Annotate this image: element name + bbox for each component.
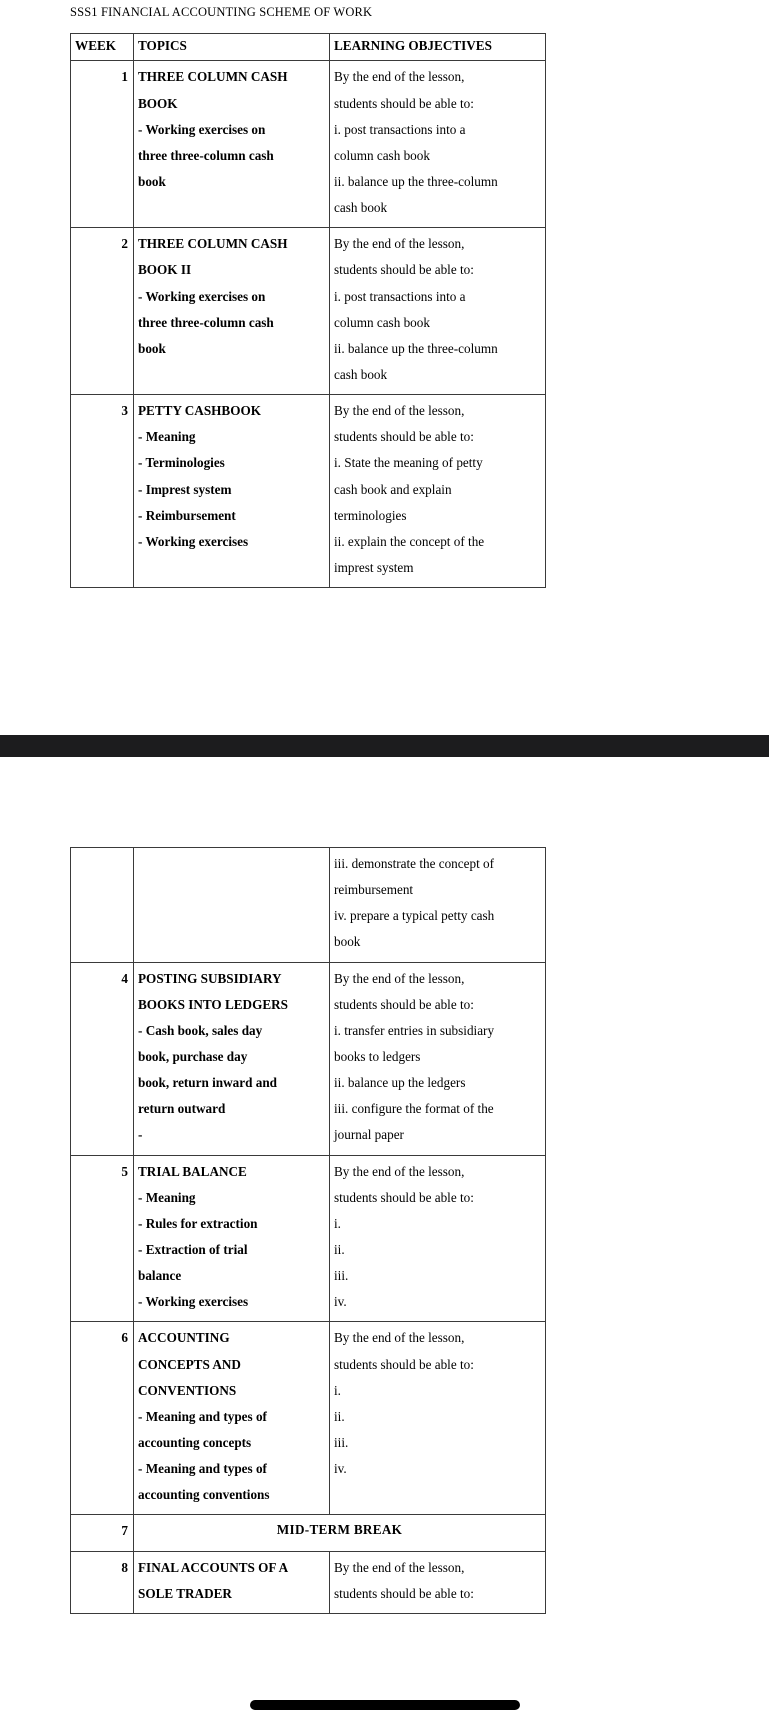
objective-line: i. post transactions into a [334, 288, 466, 304]
scheme-of-work-table-part-one [70, 33, 546, 588]
objectives-cell [330, 848, 546, 963]
objective-line: ii. [334, 1241, 345, 1257]
objective-line: i. post transactions into a [334, 121, 466, 137]
topic-line: - Terminologies [138, 455, 225, 471]
objective-line: iii. demonstrate the concept of [334, 856, 495, 871]
week-number: 7 [71, 1515, 134, 1551]
objective-line: students should be able to: [334, 95, 474, 111]
table-row [71, 395, 546, 588]
objective-line: cash book [334, 367, 388, 382]
objective-line: students should be able to: [334, 1585, 474, 1601]
week-number: 5 [71, 1155, 134, 1322]
objective-line: iv. prepare a typical petty cash [334, 908, 495, 924]
objectives-cell [330, 61, 546, 228]
topic-line: - Extraction of trial [138, 1241, 248, 1257]
table-row [71, 61, 546, 228]
topic-line: - Working exercises on [138, 121, 266, 137]
objective-line: terminologies [334, 507, 407, 523]
topic-cell [134, 61, 330, 228]
screen-divider [0, 735, 769, 757]
topic-cell [134, 228, 330, 395]
topic-line: THREE COLUMN CASH [138, 236, 288, 252]
topic-line: - Rules for extraction [138, 1215, 258, 1231]
topic-line: - Working exercises [138, 1294, 249, 1310]
home-indicator[interactable] [250, 1700, 520, 1710]
topic-line: PETTY CASHBOOK [138, 403, 261, 419]
column-header-topics: TOPICS [134, 34, 330, 61]
table-row-midterm-break [71, 1515, 546, 1551]
table-row [71, 228, 546, 395]
topic-line: accounting concepts [138, 1434, 252, 1450]
topic-line: POSTING SUBSIDIARY [138, 970, 282, 986]
topic-line: - Meaning [138, 429, 196, 445]
topic-line: balance [138, 1268, 182, 1284]
column-header-week: WEEK [71, 34, 134, 61]
objective-line: i. [334, 1382, 341, 1398]
objective-line: iii. [334, 1434, 349, 1450]
midterm-break-label: MID-TERM BREAK [134, 1515, 546, 1551]
topic-line: ACCOUNTING [138, 1330, 230, 1346]
objectives-cell [330, 1155, 546, 1322]
week-number: 3 [71, 395, 134, 588]
topic-line: CONVENTIONS [138, 1382, 237, 1398]
topic-line: THREE COLUMN CASH [138, 69, 288, 85]
objectives-cell [330, 1551, 546, 1613]
objectives-cell [330, 1322, 546, 1515]
objective-line: cash book [334, 200, 388, 216]
scheme-of-work-table-part-two [70, 847, 546, 1614]
objective-line: ii. [334, 1408, 345, 1424]
topic-line: return outward [138, 1101, 226, 1117]
table-row [71, 1155, 546, 1322]
topic-line: book, return inward and [138, 1075, 277, 1091]
objective-line: reimbursement [334, 882, 414, 898]
objective-line: iv. [334, 1294, 347, 1310]
objective-line: column cash book [334, 314, 430, 330]
objective-line: i. State the meaning of petty [334, 455, 483, 471]
topic-line: book [138, 340, 166, 356]
column-header-objectives: LEARNING OBJECTIVES [330, 34, 546, 61]
objective-line: students should be able to: [334, 996, 474, 1012]
topic-line: - Meaning and types of [138, 1461, 267, 1477]
topic-line: - Working exercises on [138, 288, 266, 304]
topic-cell [134, 1551, 330, 1613]
topic-line: - Working exercises [138, 533, 249, 549]
topic-cell [134, 848, 330, 963]
week-number [71, 848, 134, 963]
objective-line: ii. balance up the three-column [334, 174, 498, 190]
page-title: SSS1 FINANCIAL ACCOUNTING SCHEME OF WORK [70, 5, 373, 19]
objective-line: books to ledgers [334, 1048, 421, 1064]
topic-line: book [138, 174, 166, 190]
topic-cell [134, 1155, 330, 1322]
objective-line: column cash book [334, 147, 430, 163]
topic-line: - Reimbursement [138, 507, 236, 523]
week-number: 4 [71, 962, 134, 1155]
topic-line: - Meaning [138, 1189, 196, 1205]
objective-line: students should be able to: [334, 1189, 474, 1205]
table-header-row [71, 34, 546, 61]
objective-line: cash book and explain [334, 481, 452, 497]
week-number: 8 [71, 1551, 134, 1613]
objectives-cell [330, 395, 546, 588]
topic-line: accounting conventions [138, 1487, 270, 1503]
objective-line: students should be able to: [334, 262, 474, 278]
objective-line: By the end of the lesson, [334, 69, 465, 85]
objective-line: students should be able to: [334, 1356, 474, 1372]
topic-cell [134, 962, 330, 1155]
objective-line: ii. balance up the three-column [334, 340, 498, 356]
page-section-two [0, 757, 769, 1731]
topic-line: BOOK [138, 95, 178, 111]
topic-line: TRIAL BALANCE [138, 1163, 247, 1179]
topic-line: book, purchase day [138, 1048, 248, 1064]
objectives-cell [330, 228, 546, 395]
objective-line: i. [334, 1215, 341, 1231]
table-row [71, 848, 546, 963]
objective-line: ii. explain the concept of the [334, 533, 485, 549]
objective-line: By the end of the lesson, [334, 1163, 465, 1179]
objective-line: By the end of the lesson, [334, 1330, 465, 1346]
objective-line: By the end of the lesson, [334, 1559, 465, 1575]
topic-line: SOLE TRADER [138, 1585, 232, 1601]
objective-line: iii. configure the format of the [334, 1101, 494, 1117]
topic-line: BOOKS INTO LEDGERS [138, 996, 288, 1012]
topic-line: FINAL ACCOUNTS OF A [138, 1559, 289, 1575]
table-row [71, 1551, 546, 1613]
objective-line: By the end of the lesson, [334, 403, 465, 419]
objective-line: iii. [334, 1268, 349, 1284]
week-number: 6 [71, 1322, 134, 1515]
objective-line: By the end of the lesson, [334, 970, 465, 986]
objective-line: ii. balance up the ledgers [334, 1075, 466, 1091]
table-row [71, 1322, 546, 1515]
topic-line: BOOK II [138, 262, 192, 278]
topic-line: - Imprest system [138, 481, 232, 497]
objective-line: iv. [334, 1461, 347, 1477]
page-section-one [0, 0, 769, 735]
objective-line: i. transfer entries in subsidiary [334, 1022, 495, 1038]
week-number: 2 [71, 228, 134, 395]
topic-line: - Cash book, sales day [138, 1022, 263, 1038]
objective-line: journal paper [334, 1127, 404, 1143]
objective-line: By the end of the lesson, [334, 236, 465, 252]
topic-cell [134, 1322, 330, 1515]
week-number: 1 [71, 61, 134, 228]
objective-line: students should be able to: [334, 429, 474, 445]
objectives-cell [330, 962, 546, 1155]
topic-line: three three-column cash [138, 314, 274, 330]
topic-cell [134, 395, 330, 588]
topic-line: - [138, 1127, 143, 1143]
objective-line: imprest system [334, 559, 414, 575]
topic-line: - Meaning and types of [138, 1408, 267, 1424]
objective-line: book [334, 934, 361, 950]
topic-line: three three-column cash [138, 147, 274, 163]
table-row [71, 962, 546, 1155]
topic-line: CONCEPTS AND [138, 1356, 241, 1372]
